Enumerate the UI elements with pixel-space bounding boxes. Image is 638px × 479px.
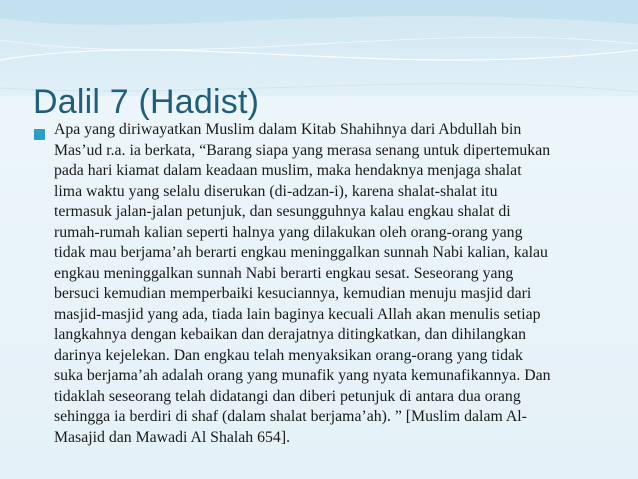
slide-title: Dalil 7 (Hadist): [33, 83, 260, 121]
bullet-icon: [34, 129, 45, 140]
hadith-text: Apa yang diriwayatkan Muslim dalam Kitab Shahihnya dari Abdullah bin Mas’ud r.a. ia berkata, “Barang siapa yang merasa senang untuk dipertemukan pada hari kiamat dalam keadaan muslim, maka hendaknya menjaga shalat lima waktu yang selalu diserukan (di-adzan-i), karena shalat-shalat itu termasuk jalan-jalan petunjuk, dan sesungguhnya kalau engkau shalat di rumah-rumah kalian seperti halnya yang dilakukan oleh orang-orang yang tidak mau berjama’ah berarti engkau meninggalkan sunnah Nabi kalian, kalau engkau meninggalkan sunnah Nabi berarti engkau sesat. Seseorang yang bersuci kemudian memperbaiki kesuciannya, kemudian menuju masjid dari masjid-masjid yang ada, tiada lain baginya kecuali Allah akan menulis setiap langkahnya dengan kebaikan dan derajatnya ditingkatkan, dan dihilangkan darinya kejelekan. Dan engkau telah menyaksikan orang-orang yang tidak suka berjama’ah adalah orang yang munafik yang nyata kemunafikannya. Dan tidaklah seseorang telah didatangi dan diberi petunjuk di antara dua orang sehingga ia berdiri di shaf (dalam shalat berjama’ah). ” [Muslim dalam Al- Masajid dan Mawadi Al Shalah 654].: [54, 121, 551, 446]
